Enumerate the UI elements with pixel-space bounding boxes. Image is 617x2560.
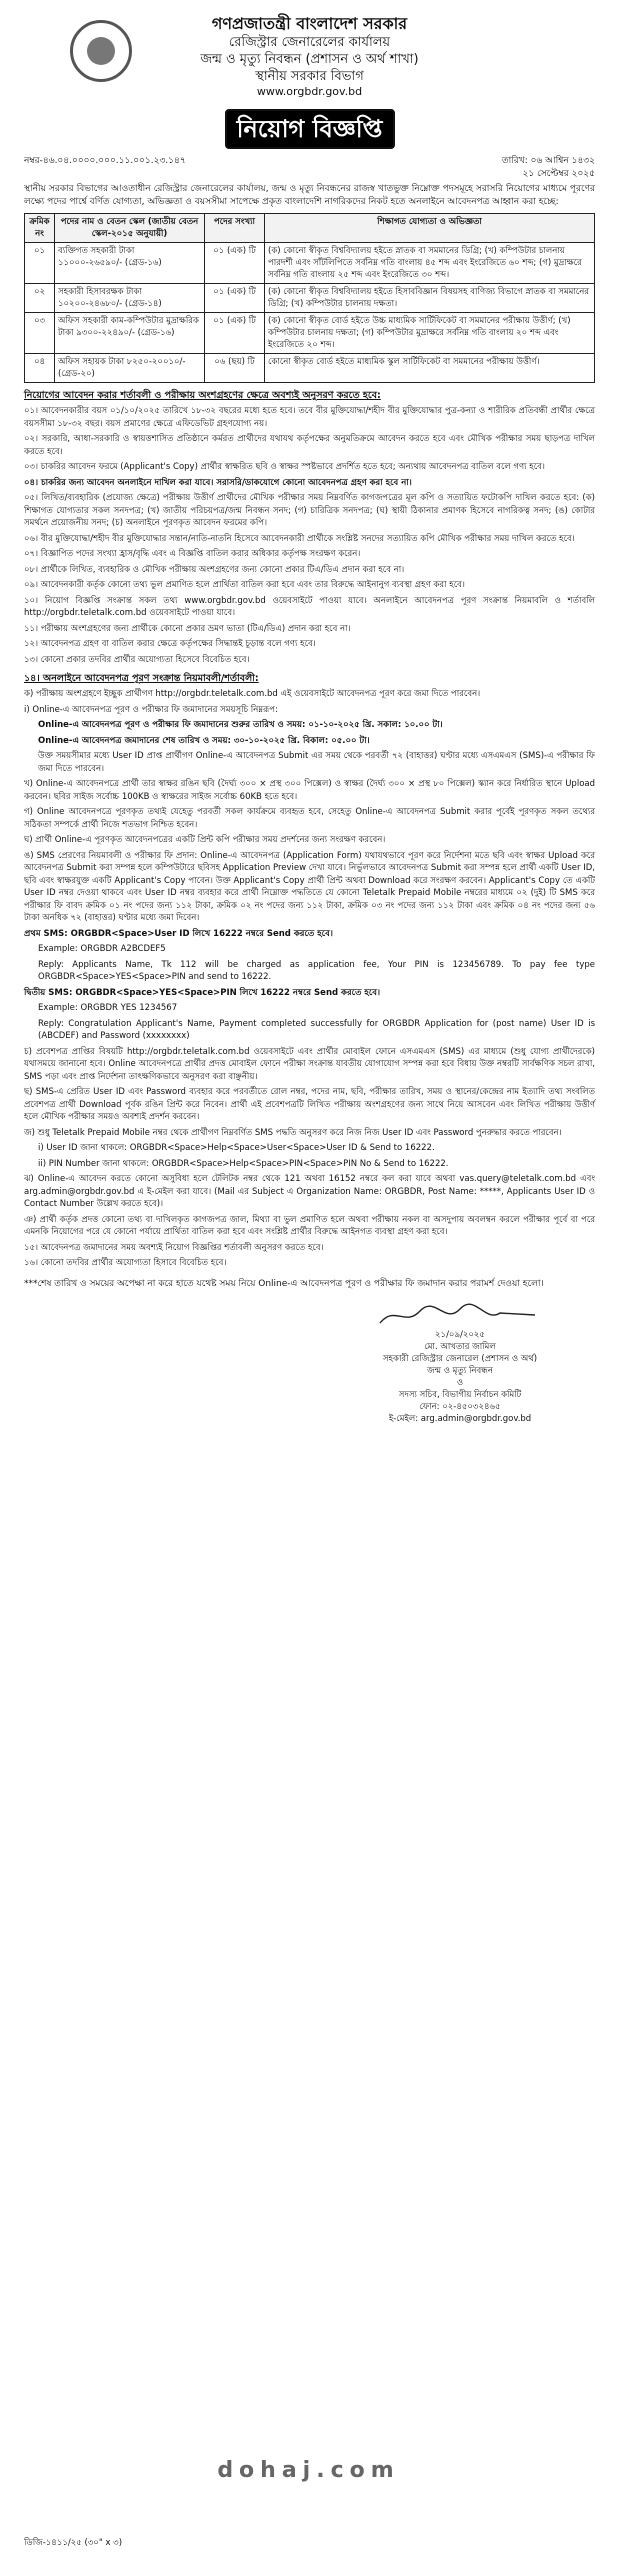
posts-table <box>24 213 595 383</box>
notice-title: নিয়োগ বিজ্ঞপ্তি <box>225 109 395 149</box>
watermark: dohaj.com <box>217 2458 400 2483</box>
rule-item: ০৬। বীর মুক্তিযোদ্ধা/শহীদ বীর মুক্তিযোদ্ধার সন্তান/নাতি-নাতনি হিসেবে আবেদনকারী প্রার্থীকে সংশ্লিষ্ট সনদের সত্যায়িত কপি মৌখিক পরীক্ষার সময় দাখিল করতে হবে। <box>24 533 575 544</box>
online-item: ১৬। কোনো তদবির প্রার্থীর অযোগ্যতা হিসাবে বিবেচিত হবে। <box>24 1258 227 1268</box>
table-row <box>25 354 595 383</box>
rule-item: ০৫। লিখিত/ব্যবহারিক (প্রযোজ্য ক্ষেত্রে) পরীক্ষায় উত্তীর্ণ প্রার্থীদের মৌখিক পরীক্ষার সময় নিম্নবর্ণিত কাগজপত্রের মূল কপি ও সত্যায়িত ফটোকপি দাখিল করতে হবে: (ক) শিক্ষাগত যোগ্যতার সকল সনদপত্র; (খ) জাতীয় পরিচয়পত্র/জন্ম নিবন্ধন সনদ; (গ) চারিত্রিক সনদপত্র; (ঘ) স্থায়ী ঠিকানার প্রমাণক হিসেবে নাগরিকত্ব সনদ; (ঙ) কোটার সমর্থনে প্রয়োজনীয় সনদ; (চ) অনলাইনে পূরণকৃত আবেদন ফরমের কপি। <box>24 493 595 528</box>
online-item: ঙ) SMS প্রেরণের নিয়মাবলী ও পরীক্ষার ফি প্রদান: Online-এ আবেদনপত্র (Application Form) যথাযথভাবে পূরণ করে নির্দেশনা মতে ছবি এবং স্বাক্ষর Upload করে আবেদনপত্র Submit করা সম্পন্ন হলে কম্পিউটারে ছবিসহ Application Preview দেখা যাবে। নির্ভুলভাবে আবেদনপত্র Submit করা সম্পন্ন হলে প্রার্থী একটি User ID, ছবি এবং স্বাক্ষরযুক্ত একটি Applicant's Copy পাবেন। উক্ত Applicant's Copy প্রার্থী প্রিন্ট অথবা Download করে সংরক্ষণ করবেন। Applicant's Copy তে একটি User ID নম্বর দেওয়া থাকবে এবং User ID নম্বর ব্যবহার করে প্রার্থী নিম্নোক্ত পদ্ধতিতে যে কোনো Teletalk Prepaid Mobile নম্বরের মাধ্যমে ০২ (দুই) টি SMS করে পরীক্ষার ফি বাবদ ক্রমিক ০১ নং পদের জন্য ১১২ টাকা, ক্রমিক ০২ নং পদের জন্য ১১২ টাকা, ক্রমিক ০৩ নং পদের জন্য ১১২ টাকা এবং ক্রমিক ০৪ নং পদের জন্য ৫৬ টাকা অনধিক ৭২ (বাহাত্তর) ঘণ্টার মধ্যে জমা দিবেন। <box>24 850 595 923</box>
signature-name: মো. আখতার জামিল <box>424 1341 496 1352</box>
intro-paragraph: স্থানীয় সরকার বিভাগের আওতাধীন রেজিস্ট্রার জেনারেলের কার্যালয়, জন্ম ও মৃত্যু নিবন্ধনের রাজস্ব খাতভুক্ত নিম্নোক্ত পদসমূহে সরাসরি নিয়োগের মাধ্যমে পূরণের লক্ষ্যে পদের পার্শ্বে বর্ণিত যোগ্যতা, অভিজ্ঞতা ও বয়সসীমা সাপেক্ষে প্রকৃত বাংলাদেশি নাগরিকদের নিকট হতে অনলাইনে আবেদনপত্র আহ্বান করা হচ্ছে: <box>24 184 595 207</box>
online-item: চ) প্রবেশপত্র প্রাপ্তির বিষয়টি http://orgbdr.teletalk.com.bd ওয়েবসাইটে এবং প্রার্থীর মোবাইল ফোনে এসএমএস (SMS) এর মাধ্যমে (শুধু যোগ্য প্রার্থীদেরকে) যথাসময়ে জানানো হবে। Online আবেদনপত্রে প্রার্থীর প্রদত্ত মোবাইল ফোনে পরীক্ষা সংক্রান্ত যাবতীয় যোগাযোগ সম্পন্ন করা হবে বিধায় উক্ত নম্বরটি সার্বক্ষণিক সচল রাখা, SMS পড়া এবং প্রাপ্ত নির্দেশনা তাৎক্ষণিকভাবে অনুসরণ করা বাঞ্ছনীয়। <box>24 1046 595 1082</box>
signature-designation1: সহকারী রেজিস্ট্রার জেনারেল (প্রশাসন ও অর্থ) <box>382 1353 538 1364</box>
header-line2: রেজিস্ট্রার জেনারেলের কার্যালয় <box>228 35 391 50</box>
signature-phone: ফোন: ০২-৪৫০৩২৪৬৫ <box>419 1401 501 1412</box>
row-post-name: অফিস সহায়ক টাকা ৮২৫০-২০০১০/- (গ্রেড-২০) <box>55 354 205 383</box>
online-item: ঝ) Online-এ আবেদন করতে কোনো অসুবিধা হলে টেলিটক নম্বর থেকে 121 অথবা 16152 নম্বরে কল করা যাবে অথবা vas.query@teletalk.com.bd এবং arg.admin@orgbdr.gov.bd এ ই-মেইল করা যাবে। (Mail এর Subject এ Organization Name: ORGBDR, Post Name: *****, Applicants User ID ও Contact Number উল্লেখ করতে হবে)। <box>24 1174 595 1209</box>
rule-item: ০৭। বিজ্ঞাপিত পদের সংখ্যা হ্রাস/বৃদ্ধি এবং এ বিজ্ঞপ্তি বাতিল করার অধিকার কর্তৃপক্ষ সংরক্ষণ করেন। <box>24 549 361 559</box>
row-sl: ০১ <box>25 243 55 284</box>
rule-item: ১২। আবেদনপত্র গ্রহণ বা বাতিল করার ক্ষেত্রে কর্তৃপক্ষের সিদ্ধান্তই চূড়ান্ত বলে গণ্য হবে। <box>24 639 316 649</box>
row-qualification: (ক) কোনো স্বীকৃত বিশ্ববিদ্যালয় হইতে হিসাববিজ্ঞান বিষয়সহ বাণিজ্য বিভাগে স্নাতক বা সমমানের ডিগ্রি; (খ) কম্পিউটার চালনায় দক্ষতা। <box>265 284 595 313</box>
signature-date: ২১/০৯/২০২৫ <box>435 1329 485 1340</box>
table-header-row <box>25 214 595 243</box>
online-item: প্রথম SMS: ORGBDR<Space>User ID লিখে 16222 নম্বরে Send করতে হবে। <box>24 928 333 939</box>
signature-designation3: ও <box>456 1377 464 1388</box>
rule-item: ০৩। চাকরির আবেদন ফরমে (Applicant's Copy) প্রার্থীর স্বাক্ষরিত ছবি ও স্বাক্ষর স্পষ্টভাবে প্রদর্শিত হতে হবে; অন্যথায় আবেদনপত্র বাতিল বলে গণ্য হবে। <box>24 462 545 472</box>
memo-number: নম্বর-৪৬.০৪.০০০০.০০০.১১.০০১.২৩.১৪৭ <box>24 156 186 166</box>
online-item: উক্ত সময়সীমার মধ্যে User ID প্রাপ্ত প্রার্থীগণ Online-এ আবেদনপত্র Submit এর সময় থেকে পরবর্তী ৭২ (বাহাত্তর) ঘণ্টার মধ্যে এসএমএস (SMS)-এ পরীক্ষার ফি জমা দিতে পারবেন। <box>38 751 595 774</box>
header <box>24 14 595 149</box>
header-line4: স্থানীয় সরকার বিভাগ <box>255 69 364 84</box>
online-title: ১৪। অনলাইনে আবেদনপত্র পূরণ সংক্রান্ত নিয়মাবলী/শর্তাবলী: <box>24 673 259 684</box>
rules-list <box>24 405 595 666</box>
online-item: ১৫। আবেদনপত্র জমাদানের সময় অবশ্যই নিয়োগ বিজ্ঞপ্তির শর্তাবলী অনুসরণ করতে হবে। <box>24 1242 324 1253</box>
header-post-name: পদের নাম ও বেতন স্কেল (জাতীয় বেতন স্কেল-২০১৫ অনুযায়ী) <box>55 214 205 243</box>
online-item: ক) পরীক্ষায় অংশগ্রহণে ইচ্ছুক প্রার্থীগণ http://orgbdr.teletalk.com.bd এই ওয়েবসাইটে আবেদনপত্র পূরণ করে জমা দিতে পারবেন। <box>24 689 481 699</box>
rule-item: ০১। আবেদনকারীর বয়স ০১/১০/২০২৫ তারিখে ১৮-৩২ বছরের মধ্যে হতে হবে। তবে বীর মুক্তিযোদ্ধা/শহীদ বীর মুক্তিযোদ্ধার পুত্র-কন্যা ও শারীরিক প্রতিবন্ধী প্রার্থীর ক্ষেত্রে বয়সসীমা ১৮-৩২ বছর। বয়স প্রমাণের ক্ষেত্রে এফিডেভিট গ্রহণযোগ্য নয়। <box>24 406 595 429</box>
signature-email: ই-মেইল: arg.admin@orgbdr.gov.bd <box>388 1413 532 1424</box>
header-sl: ক্রমিক নং <box>25 214 55 243</box>
rule-item: ১১। পরীক্ষায় অংশগ্রহণের জন্য প্রার্থীকে কোনো প্রকার ভ্রমণ ভাতা (টিএ/ডিএ) প্রদান করা হবে না। <box>24 623 351 634</box>
row-post-name: ব্যক্তিগত সহকারী টাকা ১১০০০-২৬৫৯০/- (গ্রেড-১৬) <box>55 243 205 284</box>
memo-date-bn: তারিখ: ০৬ আশ্বিন ১৪৩২ <box>501 156 595 166</box>
rule-item: ০২। সরকারি, আধা-সরকারি ও স্বায়ত্তশাসিত প্রতিষ্ঠানে কর্মরত প্রার্থীদের যথাযথ কর্তৃপক্ষের অনুমতিক্রমে আবেদন করতে হবে এবং মৌখিক পরীক্ষার সময় ছাড়পত্র দাখিল করতে হবে। <box>24 434 595 457</box>
government-emblem-icon <box>70 20 132 82</box>
online-item: Reply: Applicants Name, Tk 112 will be charged as application fee, Your PIN is 123456789. To pay fee type ORGBDR<Space>YES<Space>PIN and send to 16222. <box>38 959 595 982</box>
footer-note: ***শেষ তারিখ ও সময়ের অপেক্ষা না করে হাতে যথেষ্ট সময় নিয়ে Online-এ আবেদনপত্র পূরণ ও পরীক্ষার ফি জমাদান করার পরামর্শ দেওয়া হলো। <box>24 1278 544 1289</box>
row-count: ০১ (এক) টি <box>205 313 265 354</box>
signature-designation4: সদস্য সচিব, বিভাগীয় নির্বাচন কমিটি <box>398 1389 522 1400</box>
row-sl: ০২ <box>25 284 55 313</box>
rule-item: ১০। নিয়োগ বিজ্ঞপ্তি সংক্রান্ত সকল তথ্য www.orgbdr.gov.bd ওয়েবসাইটে পাওয়া যাবে। অনলাইনে আবেদনপত্র পূরণ সংক্রান্ত নিয়মাবলি ও শর্তাবলি http://orgbdr.teletalk.com.bd ওয়েবসাইটে পাওয়া যাবে। <box>24 595 595 618</box>
print-code: ডিজি-১৪১১/২৫ (৩০" x ৩) <box>24 2538 123 2548</box>
memo-row <box>24 155 595 181</box>
row-qualification: (ক) কোনো স্বীকৃত বিশ্ববিদ্যালয় হইতে স্নাতক বা সমমানের ডিগ্রি; (খ) কম্পিউটার চালনায় পারদর্শী এবং সাঁটলিপিতে সর্বনিম্ন গতি বাংলায় ৪৫ শব্দ এবং ইংরেজিতে ৬০ শব্দ; (গ) মুদ্রাক্ষরে সর্বনিম্ন গতি বাংলায় ২৫ শব্দ এবং ইংরেজিতে ৩০ শব্দ। <box>265 243 595 284</box>
rule-item: ১৩। কোনো প্রকার তদবির প্রার্থীর অযোগ্যতা হিসেবে বিবেচিত হবে। <box>24 654 250 665</box>
signature-designation2: জন্ম ও মৃত্যু নিবন্ধন <box>426 1365 493 1376</box>
row-count: ০৬ (ছয়) টি <box>205 354 265 383</box>
row-post-name: অফিস সহকারী কাম-কম্পিউটার মুদ্রাক্ষরিক টাকা ৯৩০০-২২৪৯০/- (গ্রেড-১৬) <box>55 313 205 354</box>
row-post-name: সহকারী হিসাবরক্ষক টাকা ১০২০০-২৪৬৮০/- (গ্রেড-১৪) <box>55 284 205 313</box>
signature-block <box>355 1303 565 1425</box>
row-qualification: কোনো স্বীকৃত বোর্ড হইতে মাধ্যমিক স্কুল সার্টিফিকেট বা সমমানের পরীক্ষায় উত্তীর্ণ। <box>265 354 595 383</box>
online-item: দ্বিতীয় SMS: ORGBDR<Space>YES<Space>PIN লিখে 16222 নম্বরে Send করতে হবে। <box>24 987 381 998</box>
table-row <box>25 243 595 284</box>
online-item: i) Online-এ আবেদনপত্র পূরণ ও পরীক্ষার ফি জমাদানের সময়সূচি নিম্নরূপ: <box>24 704 278 715</box>
online-item: Reply: Congratulation Applicant's Name, Payment completed successfully for ORGBDR Application for (post name) User ID is (ABCDEF) and Password (xxxxxxxx) <box>38 1018 595 1041</box>
online-item: জ) শুধু Teletalk Prepaid Mobile নম্বর থেকে প্রার্থীগণ নিম্নবর্ণিত SMS পদ্ধতি অনুসরণ করে নিজ নিজ User ID এবং Password পুনরুদ্ধার করতে পারবেন। <box>24 1127 562 1138</box>
row-qualification: (ক) কোনো স্বীকৃত বোর্ড হইতে উচ্চ মাধ্যমিক সার্টিফিকেট বা সমমানের পরীক্ষায় উত্তীর্ণ; (খ) কম্পিউটার চালনায় দক্ষতা; (গ) কম্পিউটার মুদ্রাক্ষরে সর্বনিম্ন গতি বাংলায় ২০ শব্দ এবং ইংরেজিতে ২০ শব্দ। <box>265 313 595 354</box>
rule-item: ০৮। প্রার্থীকে লিখিত, ব্যবহারিক ও মৌখিক পরীক্ষায় অংশগ্রহণের জন্য কোনো প্রকার টিএ/ডিএ প্রদান করা হবে না। <box>24 564 405 575</box>
table-row <box>25 313 595 354</box>
header-line3: জন্ম ও মৃত্যু নিবন্ধন (প্রশাসন ও অর্থ শাখা) <box>200 52 419 67</box>
header-line1: গণপ্রজাতন্ত্রী বাংলাদেশ সরকার <box>211 14 408 33</box>
rule-item: ০৪। চাকরির জন্য আবেদন অনলাইনে দাখিল করা যাবে। সরাসরি/ডাকযোগে কোনো আবেদনপত্র গ্রহণ করা হবে না। <box>24 477 412 488</box>
memo-date-en: ২১ সেপ্টেম্বর ২০২৫ <box>522 169 595 179</box>
online-item: ii) PIN Number জানা থাকলে: ORGBDR<Space>Help<Space>PIN<Space>PIN No & Send to 16222. <box>38 1158 449 1169</box>
online-item: ঘ) প্রার্থী Online-এ পূরণকৃত আবেদনপত্রের একটি প্রিন্ট কপি পরীক্ষার সময় প্রদর্শনের জন্য সংরক্ষণ করবেন। <box>24 835 386 845</box>
rule-item: ০৯। আবেদনকারী কর্তৃক কোনো তথ্য ভুল প্রমাণিত হলে প্রার্থিতা বাতিল করা হবে এবং তার বিরুদ্ধে আইনানুগ ব্যবস্থা গ্রহণ করা হবে। <box>24 580 465 590</box>
header-qualification: শিক্ষাগত যোগ্যতা ও অভিজ্ঞতা <box>265 214 595 243</box>
online-item: Example: ORGBDR YES 1234567 <box>38 1003 178 1013</box>
online-list <box>24 688 595 1270</box>
row-sl: ০৪ <box>25 354 55 383</box>
online-item: ঞ) প্রার্থী কর্তৃক প্রদত্ত কোনো তথ্য বা দাখিলকৃত কাগজপত্র জাল, মিথ্যা বা ভুল প্রমাণিত হলে অথবা পরীক্ষায় নকল বা অসদুপায় অবলম্বন করলে পরীক্ষার পূর্বে বা পরে এমনকি নিয়োগের পরে যে কোনো পর্যায়ে প্রার্থিতা বাতিল করা হবে এবং সংশ্লিষ্ট প্রার্থীর বিরুদ্ধে আইনগত ব্যবস্থা গ্রহণ করা হবে। <box>24 1214 595 1237</box>
row-count: ০১ (এক) টি <box>205 284 265 313</box>
instructions-title: নিয়োগের আবেদন করার শর্তাবলী ও পরীক্ষায় অংশগ্রহণের ক্ষেত্রে অবশ্যই অনুসরণ করতে হবে: <box>24 390 381 401</box>
signature-icon <box>355 1303 565 1329</box>
online-item: Online-এ আবেদনপত্র জমাদানের শেষ তারিখ ও সময়: ৩০-১০-২০২৫ খ্রি. বিকাল: ০৫.০০ টা। <box>38 735 370 746</box>
header-count: পদের সংখ্যা <box>205 214 265 243</box>
row-sl: ০৩ <box>25 313 55 354</box>
table-row <box>25 284 595 313</box>
online-item: গ) Online আবেদনপত্রে পূরণকৃত তথ্যই যেহেতু পরবর্তী সকল কার্যক্রমে ব্যবহৃত হবে, সেহেতু Online-এ আবেদনপত্র Submit করার পূর্বেই পূরণকৃত সকল তথ্যের সঠিকতা সম্পর্কে প্রার্থী নিজে শতভাগ নিশ্চিত হবেন। <box>24 807 595 830</box>
online-item: ছ) SMS-এ প্রেরিত User ID এবং Password ব্যবহার করে পরবর্তীতে রোল নম্বর, পদের নাম, ছবি, পরীক্ষার তারিখ, সময় ও স্থানের/কেন্দ্রের নাম ইত্যাদি তথ্য সংবলিত প্রবেশপত্র প্রার্থী Download পূর্বক রঙিন প্রিন্ট করে নিবেন। প্রার্থী এই প্রবেশপত্রটি লিখিত পরীক্ষায় অংশগ্রহণের জন্য সাথে নিয়ে আসবেন এবং লিখিত পরীক্ষায় উত্তীর্ণ হলে মৌখিক পরীক্ষার সময়ও অবশ্যই প্রদর্শন করবেন। <box>24 1087 595 1122</box>
online-item: Example: ORGBDR A2BCDEF5 <box>38 944 166 954</box>
online-item: Online-এ আবেদনপত্র পূরণ ও পরীক্ষার ফি জমাদানের শুরুর তারিখ ও সময়: ০১-১০-২০২৫ খ্রি. সকাল: ১০.০০ টা। <box>38 720 443 730</box>
online-item: খ) Online-এ আবেদনপত্রে প্রার্থী তার স্বাক্ষর রঙিন ছবি (দৈর্ঘ্য ৩০০ × প্রস্থ ৩০০ পিক্সেল) ও স্বাক্ষর (দৈর্ঘ্য ৩০০ × প্রস্থ ৮০ পিক্সেল) স্ক্যান করে নির্ধারিত স্থানে Upload করবেন। ছবির সাইজ সর্বোচ্চ 100KB ও স্বাক্ষরের সাইজ সর্বোচ্চ 60KB হতে হবে। <box>24 779 595 802</box>
online-item: i) User ID জানা থাকলে: ORGBDR<Space>Help<Space>User<Space>User ID & Send to 16222. <box>38 1143 435 1153</box>
header-website: www.orgbdr.gov.bd <box>256 85 363 98</box>
row-count: ০১ (এক) টি <box>205 243 265 284</box>
